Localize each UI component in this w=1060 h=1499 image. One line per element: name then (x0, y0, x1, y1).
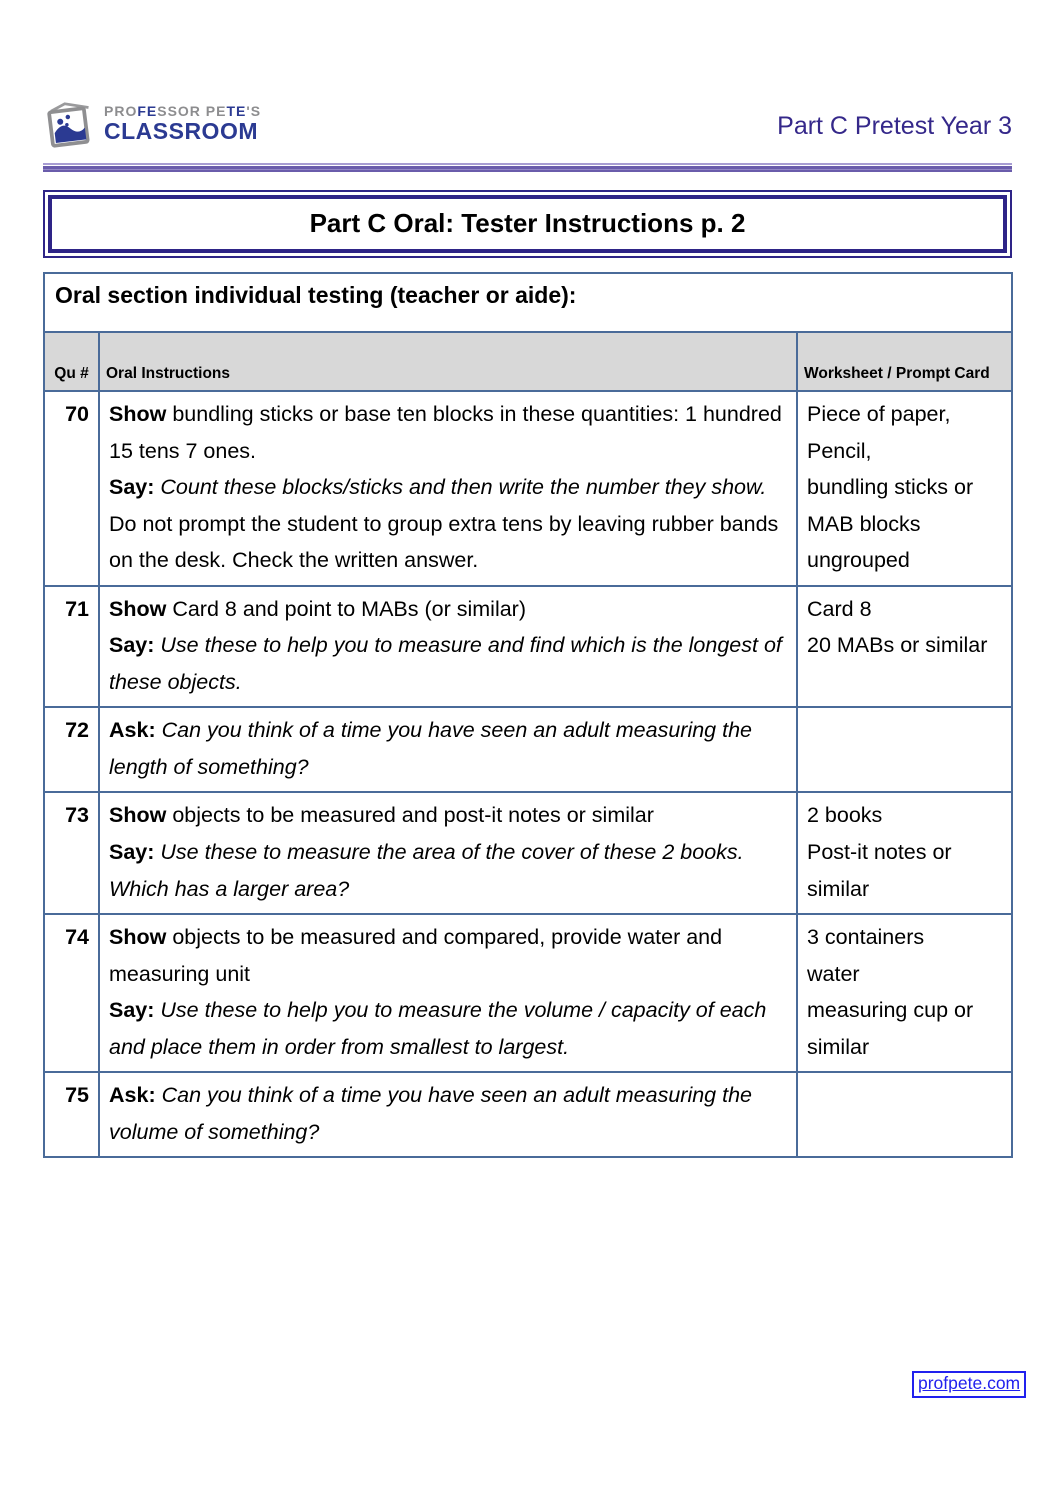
page-title: Part C Oral: Tester Instructions p. 2 (309, 208, 746, 238)
oral-instructions-cell (99, 792, 797, 914)
question-number: 74 (44, 914, 99, 1072)
instruction-paragraph: Say: Use these to measure the area of the cover of these 2 books. Which has a larger area? (109, 840, 744, 901)
instruction-paragraph: Show bundling sticks or base ten blocks in these quantities: 1 hundred 15 tens 7 ones. (109, 402, 782, 463)
header-right-title: Part C Pretest Year 3 (777, 112, 1012, 140)
table-body (44, 391, 1012, 1157)
material-item: 20 MABs or similar (807, 633, 988, 658)
table-caption: Oral section individual testing (teacher or aide): (44, 273, 1012, 332)
table-caption-row (44, 273, 1012, 332)
oral-instructions-cell (99, 391, 797, 586)
table-row (44, 1072, 1012, 1157)
question-number: 70 (44, 391, 99, 586)
page-header (43, 100, 1012, 150)
oral-instructions-cell (99, 586, 797, 708)
column-header-worksheet: Worksheet / Prompt Card (797, 332, 1012, 391)
oral-instructions-cell (99, 914, 797, 1072)
instruction-paragraph: Show Card 8 and point to MABs (or similar) (109, 596, 526, 621)
material-item: 3 containers (807, 925, 925, 950)
document-title-box (43, 190, 1012, 258)
instruction-paragraph: Say: Count these blocks/sticks and then write the number they show. Do not prompt the student to group extra tens by leaving rubber bands on the desk. Check the written answer. (109, 475, 779, 573)
table-row (44, 586, 1012, 708)
profpete-link[interactable]: profpete.com (912, 1371, 1026, 1398)
worksheet-prompt-cell (797, 707, 1012, 792)
table-row (44, 391, 1012, 586)
instruction-paragraph: Ask: Can you think of a time you have seen an adult measuring the volume of something? (109, 1083, 753, 1144)
table-header-row (44, 332, 1012, 391)
brand-logo (43, 100, 261, 150)
question-number: 75 (44, 1072, 99, 1157)
brand-name-bottom: CLASSROOM (104, 118, 258, 144)
question-number: 72 (44, 707, 99, 792)
brand-name-top: PROFESSOR PETE'S (104, 103, 262, 119)
worksheet-prompt-cell (797, 792, 1012, 914)
material-item: Piece of paper, (807, 402, 951, 426)
table-row (44, 707, 1012, 792)
instruction-paragraph: Show objects to be measured and post-it notes or similar (109, 803, 654, 828)
header-divider (43, 163, 1012, 172)
instructions-table (43, 272, 1013, 1158)
instruction-paragraph: Say: Use these to help you to measure and find which is the longest of these objects. (109, 633, 782, 694)
instruction-paragraph: Show objects to be measured and compared, provide water and measuring unit (109, 925, 723, 986)
oral-instructions-cell (99, 707, 797, 792)
brand-name (104, 100, 261, 143)
worksheet-prompt-cell (797, 914, 1012, 1072)
material-item: 2 books (807, 803, 883, 828)
material-item: bundling sticks or MAB blocks ungrouped (807, 475, 974, 573)
material-item: Pencil, (807, 438, 872, 463)
column-header-instructions: Oral Instructions (99, 332, 797, 391)
instruction-paragraph: Ask: Can you think of a time you have seen an adult measuring the length of something? (109, 718, 753, 779)
worksheet-prompt-cell (797, 391, 1012, 586)
worksheet-prompt-cell (797, 586, 1012, 708)
oral-instructions-cell (99, 1072, 797, 1157)
table-row (44, 914, 1012, 1072)
material-item: measuring cup or similar (807, 998, 974, 1059)
worksheet-prompt-cell (797, 1072, 1012, 1157)
column-header-qu: Qu # (44, 332, 99, 391)
question-number: 73 (44, 792, 99, 914)
table-row (44, 792, 1012, 914)
classroom-book-icon (43, 100, 99, 150)
material-item: water (807, 961, 860, 986)
question-number: 71 (44, 586, 99, 708)
material-item: Card 8 (807, 596, 872, 621)
instruction-paragraph: Say: Use these to help you to measure the volume / capacity of each and place them in order from smallest to largest. (109, 998, 767, 1059)
material-item: Post-it notes or similar (807, 840, 952, 901)
